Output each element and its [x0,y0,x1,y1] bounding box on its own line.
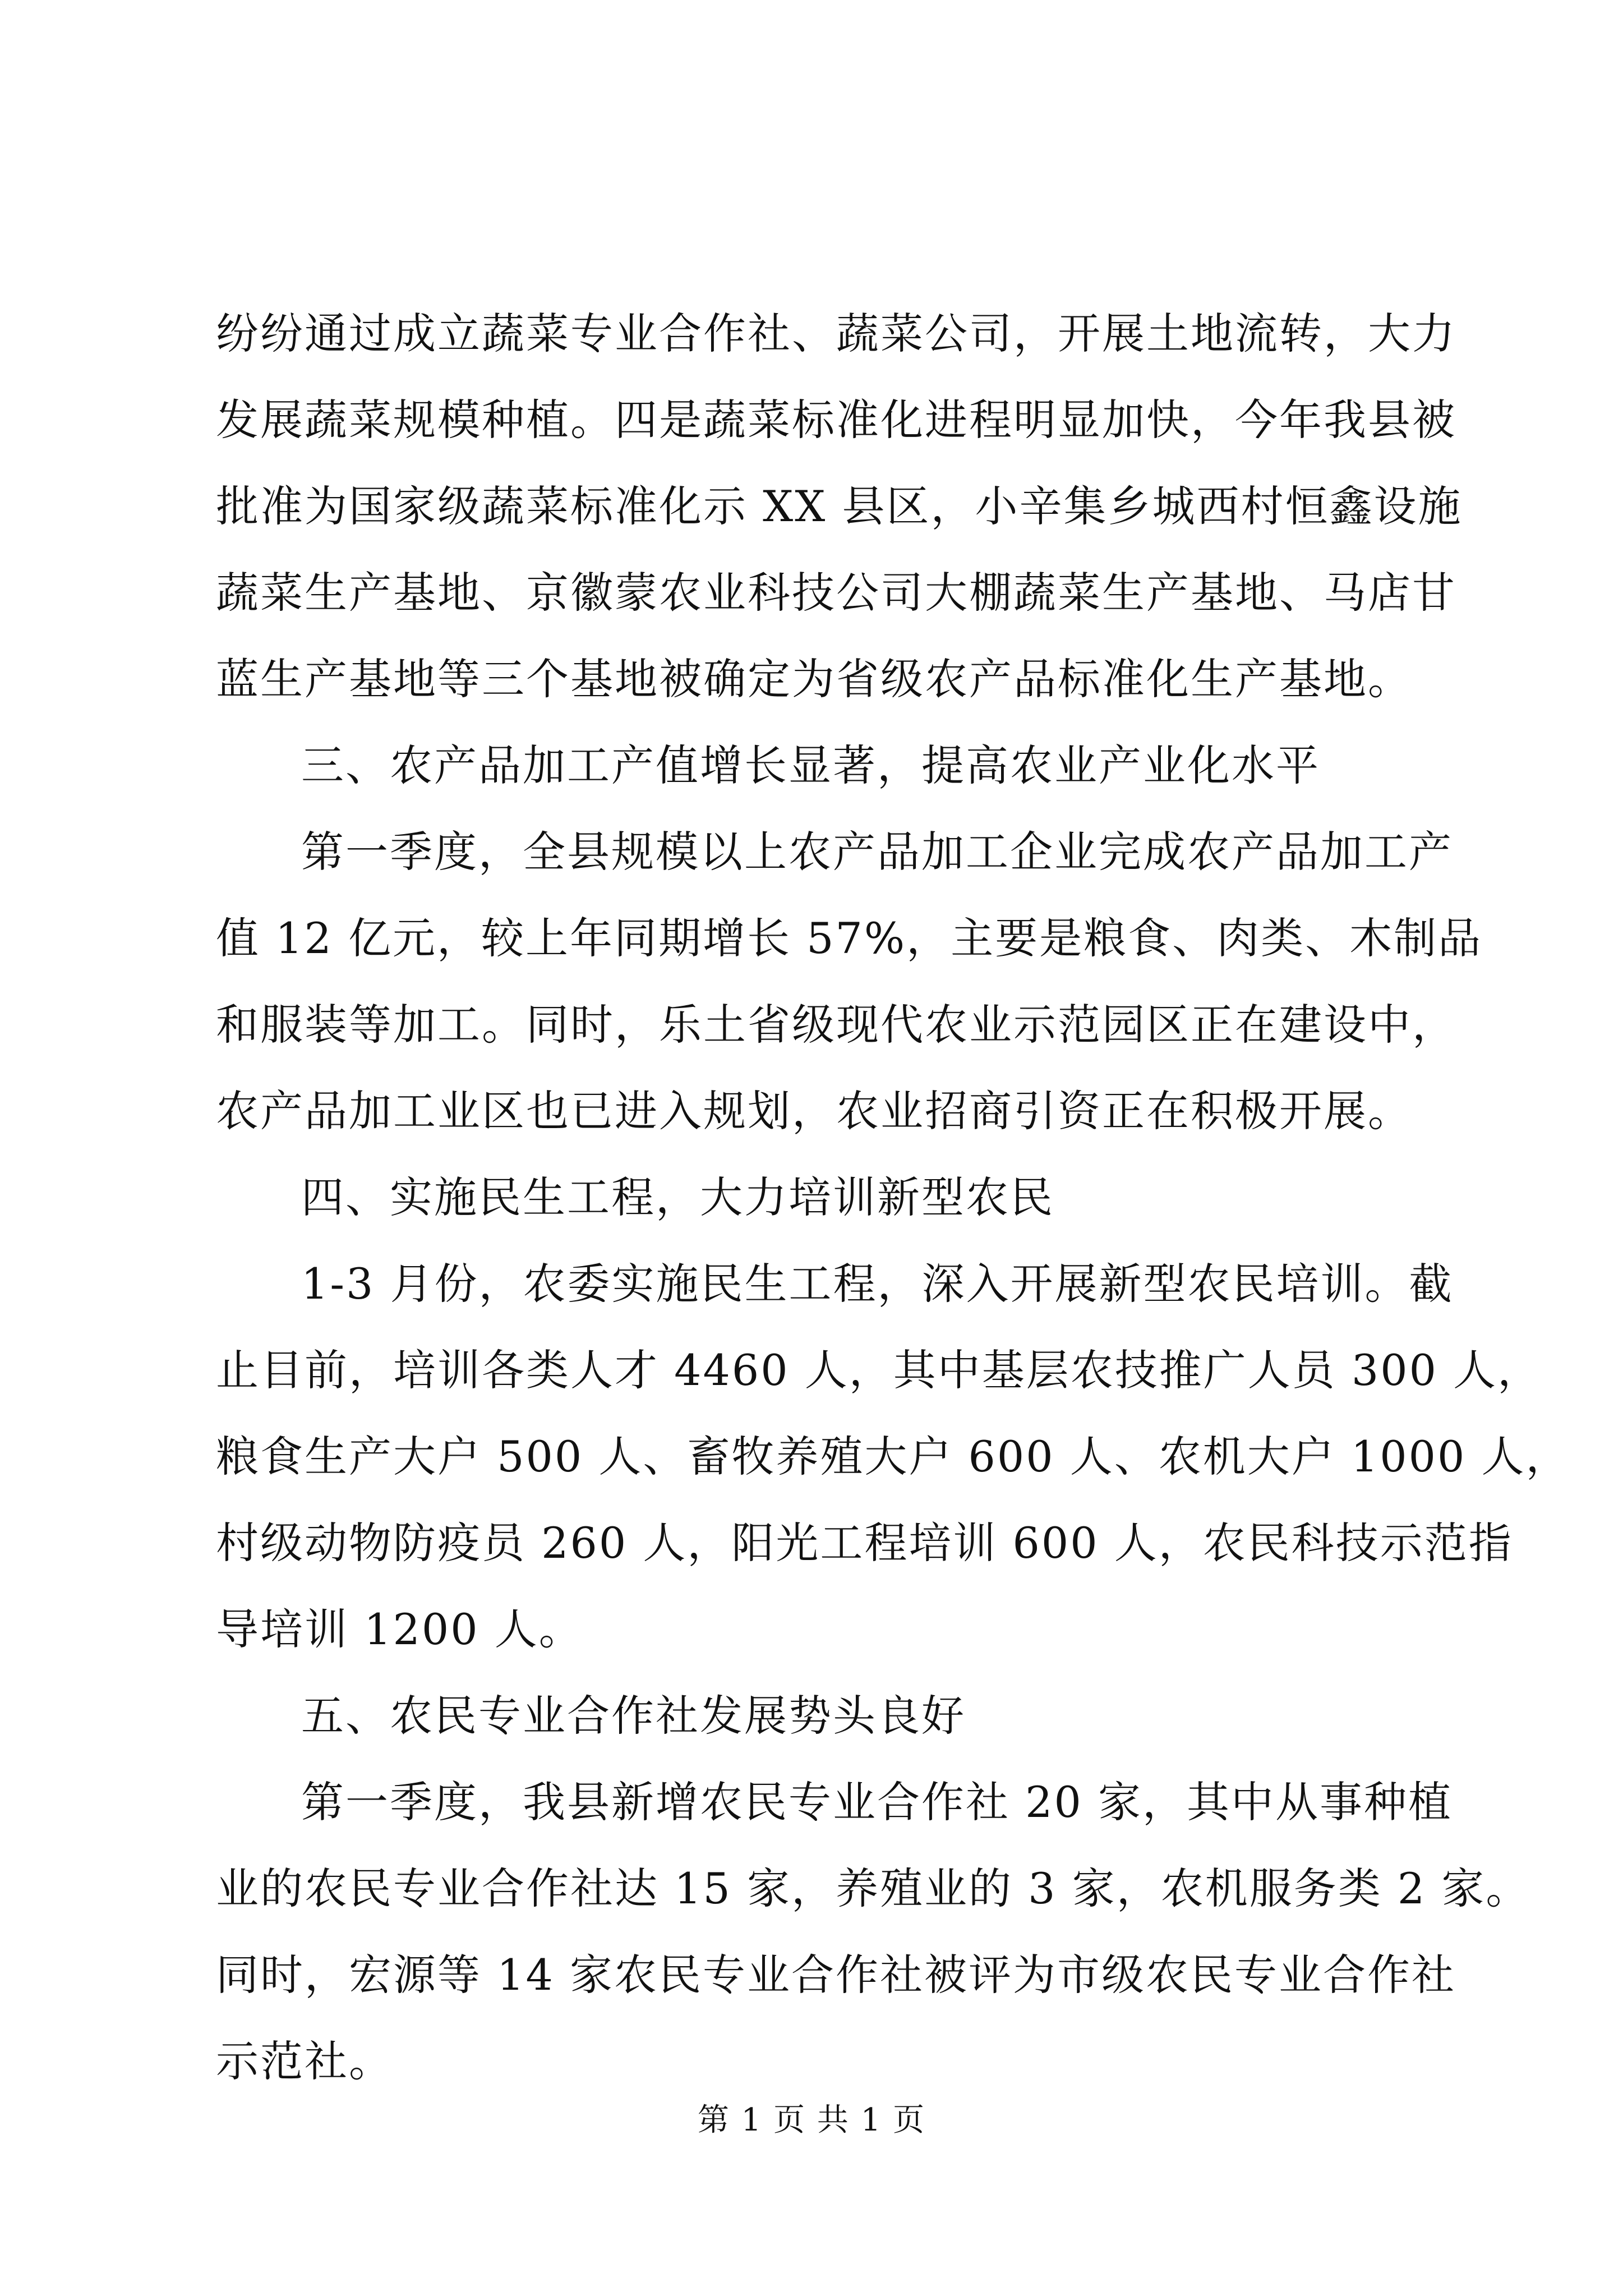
body-line: 示范社。 [216,2036,393,2086]
body-line: 导培训 1200 人。 [216,1604,583,1654]
body-line: 止目前，培训各类人才 4460 人，其中基层农技推广人员 300 人， [216,1345,1542,1395]
body-line: 业的农民专业合作社达 15 家，养殖业的 3 家，农机服务类 2 家。 [216,1864,1530,1913]
section-heading-5: 五、农民专业合作社发展势头良好 [301,1691,966,1741]
paragraph-first-line: 1-3 月份，农委实施民生工程，深入开展新型农民培训。截 [301,1259,1454,1309]
paragraph-first-line: 第一季度，我县新增农民专业合作社 20 家，其中从事种植 [301,1777,1453,1827]
body-line: 村级动物防疫员 260 人，阳光工程培训 600 人，农民科技示范指 [216,1518,1513,1568]
section-heading-4: 四、实施民生工程，大力培训新型农民 [301,1172,1054,1222]
body-line: 蓝生产基地等三个基地被确定为省级农产品标准化生产基地。 [216,654,1412,704]
body-line: 批准为国家级蔬菜标准化示 XX 县区，小辛集乡城西村恒鑫设施 [216,481,1463,531]
paragraph-first-line: 第一季度，全县规模以上农产品加工企业完成农产品加工产 [301,827,1453,877]
document-body [216,291,1570,2105]
body-line: 蔬菜生产基地、京徽蒙农业科技公司大棚蔬菜生产基地、马店甘 [216,568,1456,618]
body-line: 粮食生产大户 500 人、畜牧养殖大户 600 人、农机大户 1000 人， [216,1432,1570,1481]
body-line: 纷纷通过成立蔬菜专业合作社、蔬菜公司，开展土地流转，大力 [216,309,1456,358]
section-heading-3: 三、农产品加工产值增长显著，提高农业产业化水平 [301,740,1320,790]
body-line: 发展蔬菜规模种植。四是蔬菜标准化进程明显加快，今年我县被 [216,395,1456,445]
body-line: 农产品加工业区也已进入规划，农业招商引资正在积极开展。 [216,1086,1412,1136]
body-line: 和服装等加工。同时，乐土省级现代农业示范园区正在建设中， [216,1000,1456,1050]
page-footer: 第 1 页 共 1 页 [697,2102,926,2138]
body-line: 同时，宏源等 14 家农民专业合作社被评为市级农民专业合作社 [216,1950,1456,2000]
body-line: 值 12 亿元，较上年同期增长 57%，主要是粮食、肉类、木制品 [216,913,1483,963]
